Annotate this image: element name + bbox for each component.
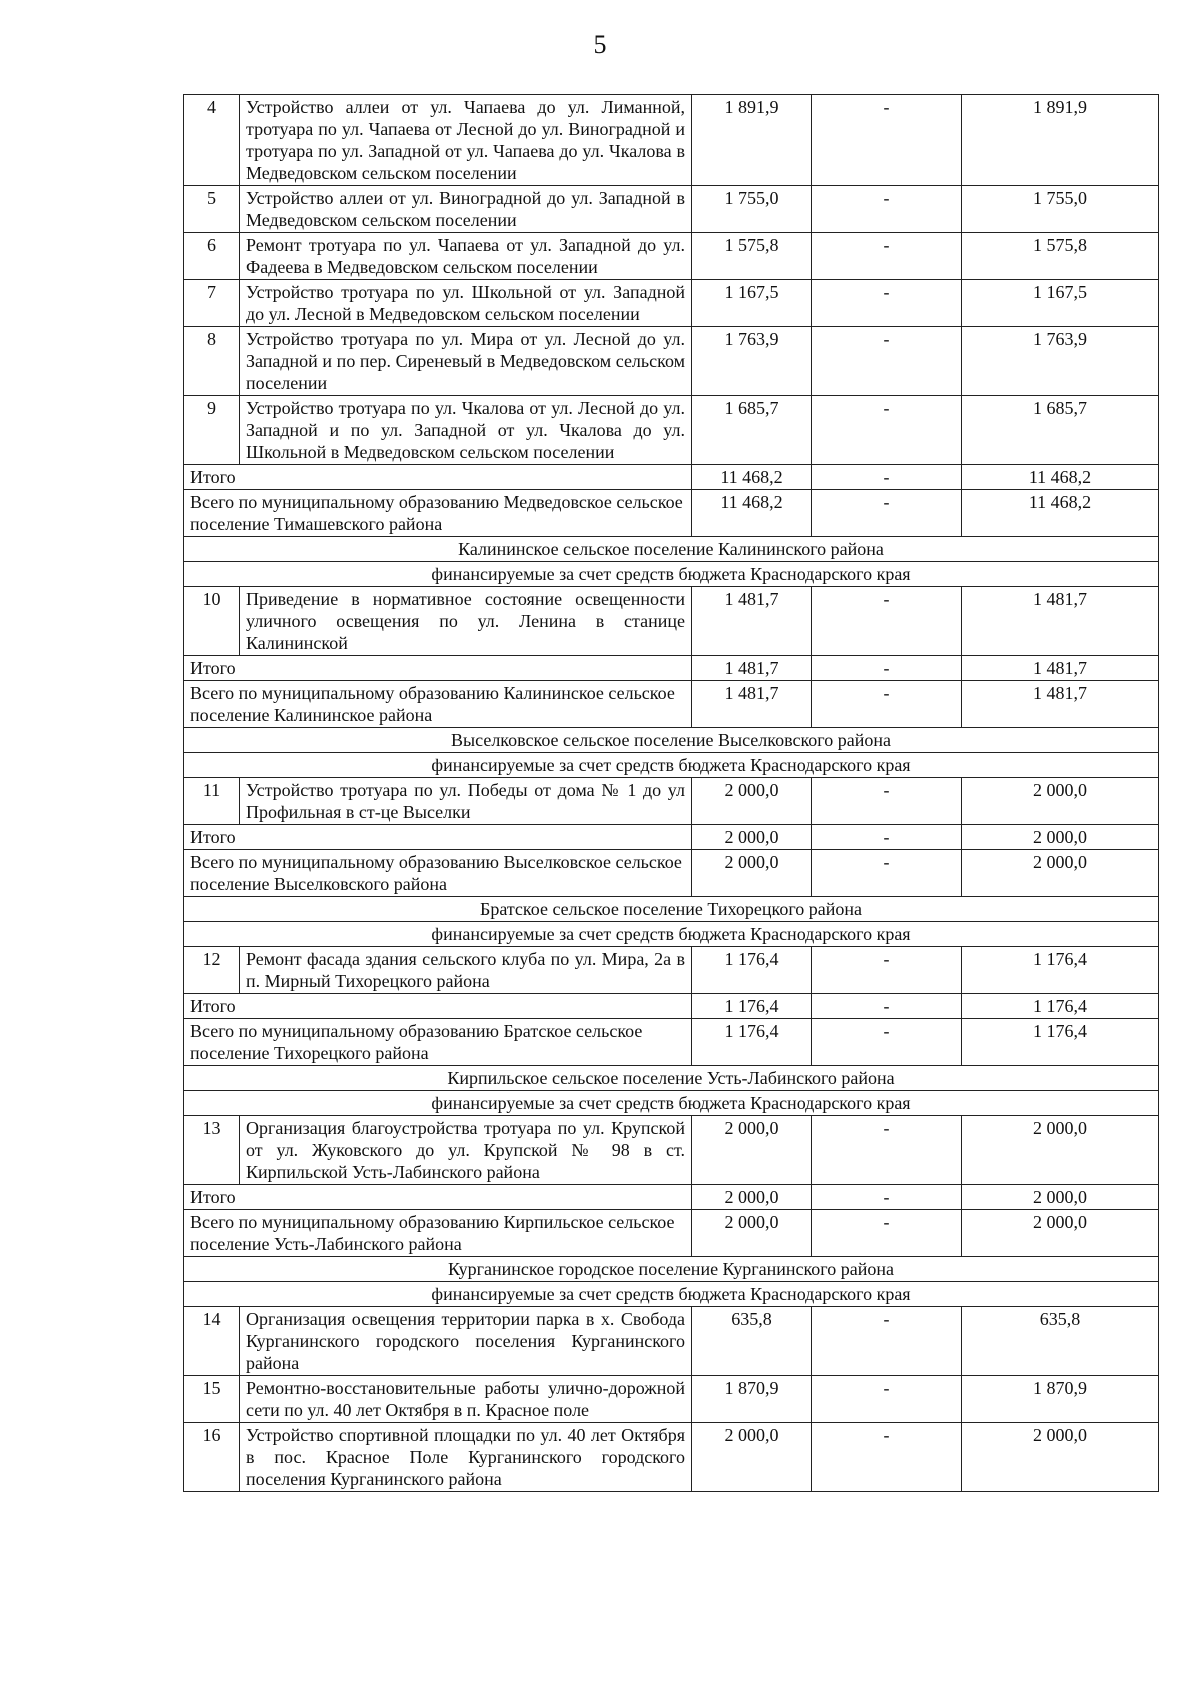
amount-federal-cell: - (812, 778, 962, 825)
subtotal-label: Итого (184, 656, 692, 681)
section-title: Выселковское сельское поселение Выселковского района (184, 728, 1159, 753)
amount-regional-cell: 1 176,4 (962, 947, 1159, 994)
amount-total-cell: 1 870,9 (692, 1376, 812, 1423)
municipality-total-label: Всего по муниципальному образованию Калининское сельское поселение Калининское района (184, 681, 692, 728)
subtotal-total-cell: 2 000,0 (692, 1185, 812, 1210)
section-title: Калининское сельское поселение Калининского района (184, 537, 1159, 562)
subtotal-federal-cell: - (812, 656, 962, 681)
municipality-total-row (184, 850, 1159, 897)
subtotal-label: Итого (184, 994, 692, 1019)
section-header-row (184, 728, 1159, 753)
subtotal-regional-cell: 2 000,0 (962, 825, 1159, 850)
page-number: 5 (593, 30, 607, 59)
subtotal-row (184, 465, 1159, 490)
table-row (184, 587, 1159, 656)
municipality-federal-cell: - (812, 681, 962, 728)
subtotal-row (184, 825, 1159, 850)
amount-federal-cell: - (812, 1423, 962, 1492)
amount-total-cell: 1 575,8 (692, 233, 812, 280)
amount-total-cell: 1 763,9 (692, 327, 812, 396)
subtotal-federal-cell: - (812, 465, 962, 490)
table-row (184, 947, 1159, 994)
work-description: Устройство тротуара по ул. Мира от ул. Лесной до ул. Западной и по пер. Сиреневый в Медведовском сельском поселении (240, 327, 692, 396)
amount-regional-cell: 1 870,9 (962, 1376, 1159, 1423)
subtotal-federal-cell: - (812, 825, 962, 850)
table-row (184, 233, 1159, 280)
subtotal-label: Итого (184, 1185, 692, 1210)
amount-regional-cell: 2 000,0 (962, 778, 1159, 825)
amount-regional-cell: 635,8 (962, 1307, 1159, 1376)
subtotal-total-cell: 1 481,7 (692, 656, 812, 681)
municipality-total-cell: 1 176,4 (692, 1019, 812, 1066)
subtotal-row (184, 1185, 1159, 1210)
amount-regional-cell: 1 685,7 (962, 396, 1159, 465)
table-row (184, 327, 1159, 396)
row-number: 5 (184, 186, 240, 233)
amount-total-cell: 2 000,0 (692, 778, 812, 825)
municipality-total-label: Всего по муниципальному образованию Братское сельское поселение Тихорецкого района (184, 1019, 692, 1066)
work-description: Устройство спортивной площадки по ул. 40 лет Октября в пос. Красное Поле Курганинского городского поселения Курганинского района (240, 1423, 692, 1492)
amount-total-cell: 2 000,0 (692, 1116, 812, 1185)
municipality-regional-cell: 2 000,0 (962, 1210, 1159, 1257)
work-description: Устройство тротуара по ул. Победы от дома № 1 до ул Профильная в ст-це Выселки (240, 778, 692, 825)
subtotal-regional-cell: 1 176,4 (962, 994, 1159, 1019)
municipality-total-row (184, 490, 1159, 537)
table-row (184, 280, 1159, 327)
section-header-row (184, 1257, 1159, 1282)
municipality-federal-cell: - (812, 850, 962, 897)
amount-federal-cell: - (812, 1116, 962, 1185)
subtotal-federal-cell: - (812, 1185, 962, 1210)
amount-federal-cell: - (812, 186, 962, 233)
work-description: Ремонт фасада здания сельского клуба по ул. Мира, 2а в п. Мирный Тихорецкого района (240, 947, 692, 994)
table-row (184, 1307, 1159, 1376)
amount-regional-cell: 1 891,9 (962, 95, 1159, 186)
table-row (184, 186, 1159, 233)
work-description: Устройство тротуара по ул. Чкалова от ул. Лесной до ул. Западной и по ул. Западной от ул. Чкалова до ул. Школьной в Медведовском сельском поселении (240, 396, 692, 465)
table-row (184, 1116, 1159, 1185)
subtotal-label: Итого (184, 465, 692, 490)
municipality-total-label: Всего по муниципальному образованию Кирпильское сельское поселение Усть-Лабинского района (184, 1210, 692, 1257)
row-number: 14 (184, 1307, 240, 1376)
work-description: Ремонтно-восстановительные работы улично-дорожной сети по ул. 40 лет Октября в п. Красное поле (240, 1376, 692, 1423)
section-title: Кирпильское сельское поселение Усть-Лабинского района (184, 1066, 1159, 1091)
amount-federal-cell: - (812, 95, 962, 186)
row-number: 16 (184, 1423, 240, 1492)
row-number: 7 (184, 280, 240, 327)
subtotal-total-cell: 1 176,4 (692, 994, 812, 1019)
section-title: финансируемые за счет средств бюджета Краснодарского края (184, 753, 1159, 778)
row-number: 13 (184, 1116, 240, 1185)
amount-regional-cell: 1 755,0 (962, 186, 1159, 233)
work-description: Организация благоустройства тротуара по ул. Крупской от ул. Жуковского до ул. Крупской № 98 в ст. Кирпильской Усть-Лабинского района (240, 1116, 692, 1185)
budget-table (183, 94, 1159, 1492)
subtotal-label: Итого (184, 825, 692, 850)
amount-total-cell: 1 481,7 (692, 587, 812, 656)
amount-total-cell: 1 167,5 (692, 280, 812, 327)
section-title: Братское сельское поселение Тихорецкого района (184, 897, 1159, 922)
section-header-row (184, 1282, 1159, 1307)
section-header-row (184, 537, 1159, 562)
work-description: Приведение в нормативное состояние освещенности уличного освещения по ул. Ленина в станице Калининской (240, 587, 692, 656)
amount-federal-cell: - (812, 396, 962, 465)
work-description: Организация освещения территории парка в х. Свобода Курганинского городского поселения Курганинского района (240, 1307, 692, 1376)
row-number: 15 (184, 1376, 240, 1423)
amount-regional-cell: 2 000,0 (962, 1116, 1159, 1185)
municipality-regional-cell: 1 481,7 (962, 681, 1159, 728)
amount-federal-cell: - (812, 280, 962, 327)
section-header-row (184, 897, 1159, 922)
section-header-row (184, 562, 1159, 587)
amount-total-cell: 2 000,0 (692, 1423, 812, 1492)
section-title: финансируемые за счет средств бюджета Краснодарского края (184, 1091, 1159, 1116)
table-row (184, 778, 1159, 825)
municipality-total-cell: 2 000,0 (692, 850, 812, 897)
amount-total-cell: 1 176,4 (692, 947, 812, 994)
subtotal-row (184, 656, 1159, 681)
row-number: 6 (184, 233, 240, 280)
row-number: 8 (184, 327, 240, 396)
amount-federal-cell: - (812, 947, 962, 994)
amount-total-cell: 635,8 (692, 1307, 812, 1376)
municipality-federal-cell: - (812, 490, 962, 537)
amount-federal-cell: - (812, 233, 962, 280)
subtotal-regional-cell: 2 000,0 (962, 1185, 1159, 1210)
section-title: Курганинское городское поселение Курганинского района (184, 1257, 1159, 1282)
municipality-total-cell: 2 000,0 (692, 1210, 812, 1257)
table-row (184, 1376, 1159, 1423)
section-title: финансируемые за счет средств бюджета Краснодарского края (184, 922, 1159, 947)
section-header-row (184, 753, 1159, 778)
amount-regional-cell: 1 763,9 (962, 327, 1159, 396)
section-header-row (184, 1091, 1159, 1116)
subtotal-total-cell: 11 468,2 (692, 465, 812, 490)
row-number: 10 (184, 587, 240, 656)
municipality-regional-cell: 1 176,4 (962, 1019, 1159, 1066)
amount-federal-cell: - (812, 327, 962, 396)
amount-regional-cell: 1 167,5 (962, 280, 1159, 327)
section-title: финансируемые за счет средств бюджета Краснодарского края (184, 1282, 1159, 1307)
table-row (184, 1423, 1159, 1492)
subtotal-regional-cell: 1 481,7 (962, 656, 1159, 681)
work-description: Устройство аллеи от ул. Чапаева до ул. Лиманной, тротуара по ул. Чапаева от Лесной до ул. Виноградной и тротуара по ул. Западной от ул. Чапаева до ул. Чкалова в Медведовском сельском поселении (240, 95, 692, 186)
section-header-row (184, 1066, 1159, 1091)
table-row (184, 95, 1159, 186)
amount-regional-cell: 1 575,8 (962, 233, 1159, 280)
municipality-total-label: Всего по муниципальному образованию Медведовское сельское поселение Тимашевского района (184, 490, 692, 537)
work-description: Устройство аллеи от ул. Виноградной до ул. Западной в Медведовском сельском поселении (240, 186, 692, 233)
row-number: 4 (184, 95, 240, 186)
amount-federal-cell: - (812, 587, 962, 656)
municipality-total-row (184, 681, 1159, 728)
amount-total-cell: 1 891,9 (692, 95, 812, 186)
section-title: финансируемые за счет средств бюджета Краснодарского края (184, 562, 1159, 587)
table-row (184, 396, 1159, 465)
municipality-total-cell: 1 481,7 (692, 681, 812, 728)
amount-total-cell: 1 685,7 (692, 396, 812, 465)
section-header-row (184, 922, 1159, 947)
work-description: Ремонт тротуара по ул. Чапаева от ул. Западной до ул. Фадеева в Медведовском сельском поселении (240, 233, 692, 280)
subtotal-federal-cell: - (812, 994, 962, 1019)
amount-regional-cell: 1 481,7 (962, 587, 1159, 656)
amount-total-cell: 1 755,0 (692, 186, 812, 233)
municipality-regional-cell: 11 468,2 (962, 490, 1159, 537)
row-number: 12 (184, 947, 240, 994)
subtotal-row (184, 994, 1159, 1019)
amount-federal-cell: - (812, 1376, 962, 1423)
municipality-total-row (184, 1210, 1159, 1257)
municipality-regional-cell: 2 000,0 (962, 850, 1159, 897)
amount-regional-cell: 2 000,0 (962, 1423, 1159, 1492)
municipality-total-cell: 11 468,2 (692, 490, 812, 537)
amount-federal-cell: - (812, 1307, 962, 1376)
municipality-total-label: Всего по муниципальному образованию Выселковское сельское поселение Выселковского района (184, 850, 692, 897)
row-number: 9 (184, 396, 240, 465)
municipality-federal-cell: - (812, 1210, 962, 1257)
row-number: 11 (184, 778, 240, 825)
municipality-federal-cell: - (812, 1019, 962, 1066)
municipality-total-row (184, 1019, 1159, 1066)
subtotal-total-cell: 2 000,0 (692, 825, 812, 850)
subtotal-regional-cell: 11 468,2 (962, 465, 1159, 490)
work-description: Устройство тротуара по ул. Школьной от ул. Западной до ул. Лесной в Медведовском сельском поселении (240, 280, 692, 327)
